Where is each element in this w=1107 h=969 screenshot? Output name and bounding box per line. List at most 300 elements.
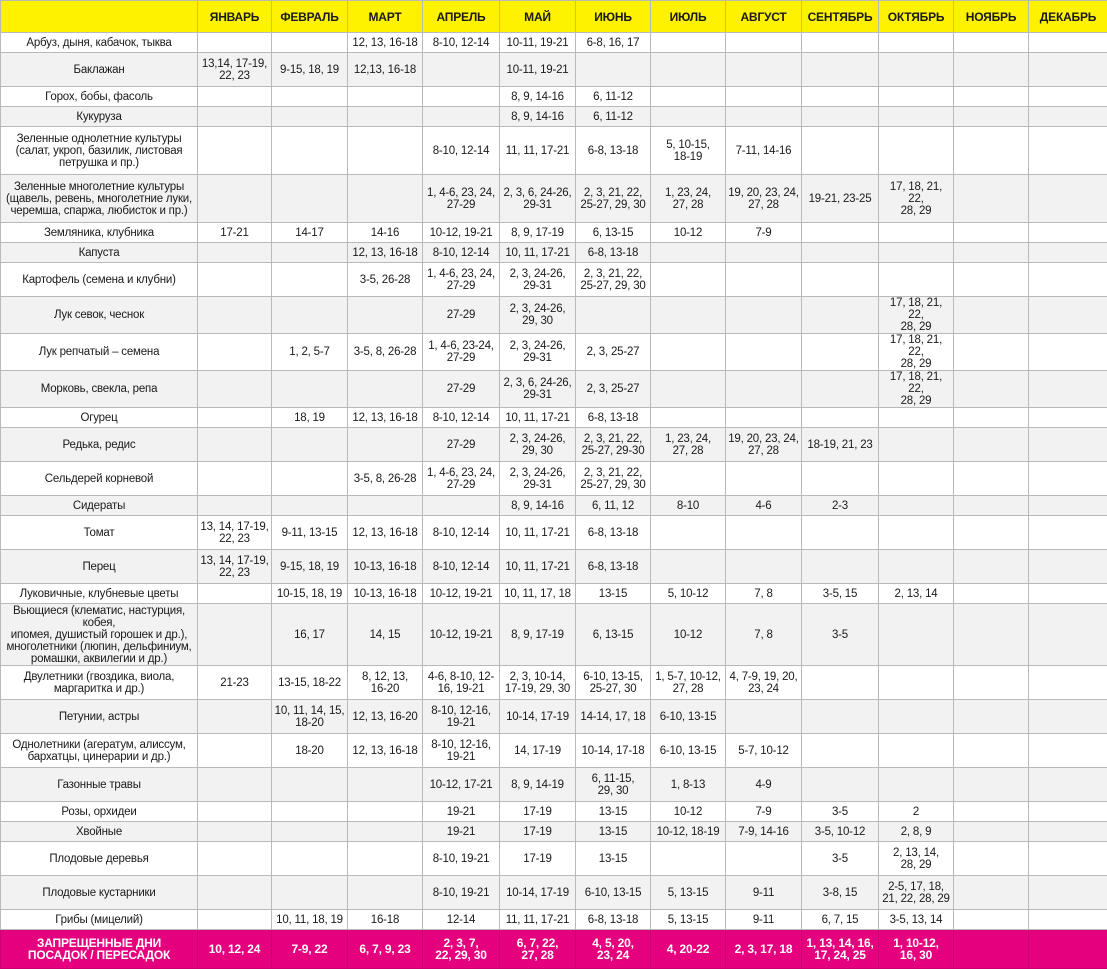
month-header: ДЕКАБРЬ — [1029, 1, 1107, 33]
day-cell — [879, 462, 954, 496]
crop-name: Огурец — [1, 408, 198, 428]
day-cell: 3-5 — [802, 802, 879, 822]
day-cell: 4-9 — [726, 768, 802, 802]
table-row — [1, 107, 1107, 127]
forbidden-day-cell — [954, 930, 1029, 969]
day-cell — [198, 408, 272, 428]
day-cell — [954, 334, 1029, 371]
day-cell: 6, 11-12 — [576, 87, 651, 107]
day-cell — [272, 822, 348, 842]
day-cell — [879, 87, 954, 107]
day-cell: 3-5, 26-28 — [348, 263, 423, 297]
day-cell — [198, 87, 272, 107]
day-cell: 4, 7-9, 19, 20, 23, 24 — [726, 666, 802, 700]
day-cell — [1029, 550, 1107, 584]
day-cell: 8-10 — [651, 496, 726, 516]
day-cell — [954, 243, 1029, 263]
day-cell: 7-9, 14-16 — [726, 822, 802, 842]
day-cell: 17, 18, 21, 22, 28, 29 — [879, 175, 954, 223]
day-cell: 6, 7, 15 — [802, 910, 879, 930]
day-cell: 10, 11, 17, 18 — [500, 584, 576, 604]
crop-name: Вьющиеся (клематис, настурция, кобея, ипомея, душистый горошек и др.), многолетники (люпин, дельфиниум, ромашки, аквилегии и др.) — [1, 604, 198, 666]
day-cell — [423, 53, 500, 87]
day-cell: 3-5 — [802, 604, 879, 666]
day-cell: 19-21, 23-25 — [802, 175, 879, 223]
day-cell: 8-10, 19-21 — [423, 876, 500, 910]
day-cell — [651, 842, 726, 876]
day-cell: 19, 20, 23, 24, 27, 28 — [726, 428, 802, 462]
day-cell: 10-12, 19-21 — [423, 604, 500, 666]
day-cell: 10-12 — [651, 223, 726, 243]
day-cell: 10, 11, 17-21 — [500, 408, 576, 428]
day-cell: 4-6 — [726, 496, 802, 516]
header-corner — [1, 1, 198, 33]
day-cell — [576, 53, 651, 87]
day-cell — [954, 87, 1029, 107]
crop-name: Газонные травы — [1, 768, 198, 802]
day-cell — [954, 584, 1029, 604]
day-cell: 14-16 — [348, 223, 423, 243]
day-cell — [198, 107, 272, 127]
day-cell — [954, 408, 1029, 428]
table-row — [1, 371, 1107, 408]
day-cell: 10, 11, 14, 15, 18-20 — [272, 700, 348, 734]
crop-name: Сельдерей корневой — [1, 462, 198, 496]
day-cell — [576, 297, 651, 334]
day-cell: 2, 3, 25-27 — [576, 334, 651, 371]
crop-name: Перец — [1, 550, 198, 584]
month-header: АПРЕЛЬ — [423, 1, 500, 33]
table-row — [1, 876, 1107, 910]
day-cell — [879, 263, 954, 297]
day-cell — [1029, 910, 1107, 930]
day-cell — [1029, 127, 1107, 175]
day-cell: 10, 11, 18, 19 — [272, 910, 348, 930]
month-header: АВГУСТ — [726, 1, 802, 33]
table-row — [1, 53, 1107, 87]
day-cell: 2, 3, 6, 24-26, 29-31 — [500, 175, 576, 223]
day-cell: 12, 13, 16-18 — [348, 516, 423, 550]
table-row — [1, 175, 1107, 223]
day-cell: 17, 18, 21, 22, 28, 29 — [879, 334, 954, 371]
day-cell: 5, 10-12 — [651, 584, 726, 604]
day-cell: 8-10, 12-14 — [423, 243, 500, 263]
day-cell: 10-13, 16-18 — [348, 584, 423, 604]
day-cell: 6-8, 13-18 — [576, 127, 651, 175]
day-cell — [954, 428, 1029, 462]
crop-name: Луковичные, клубневые цветы — [1, 584, 198, 604]
day-cell — [198, 334, 272, 371]
crop-name: Кукуруза — [1, 107, 198, 127]
day-cell: 6-10, 13-15 — [651, 734, 726, 768]
forbidden-day-cell: 2, 3, 7, 22, 29, 30 — [423, 930, 500, 969]
day-cell: 7, 8 — [726, 604, 802, 666]
day-cell — [879, 604, 954, 666]
day-cell — [879, 516, 954, 550]
day-cell — [198, 33, 272, 53]
crop-name: Петунии, астры — [1, 700, 198, 734]
day-cell: 2, 8, 9 — [879, 822, 954, 842]
day-cell: 10-15, 18, 19 — [272, 584, 348, 604]
table-row — [1, 842, 1107, 876]
day-cell — [802, 700, 879, 734]
day-cell: 7-9 — [726, 223, 802, 243]
forbidden-day-cell: 4, 20-22 — [651, 930, 726, 969]
table-row — [1, 127, 1107, 175]
day-cell — [1029, 734, 1107, 768]
day-cell — [802, 371, 879, 408]
day-cell — [651, 462, 726, 496]
day-cell — [879, 127, 954, 175]
day-cell: 10-12, 17-21 — [423, 768, 500, 802]
day-cell — [1029, 700, 1107, 734]
day-cell — [802, 127, 879, 175]
day-cell: 2, 13, 14 — [879, 584, 954, 604]
day-cell — [802, 243, 879, 263]
table-body — [1, 33, 1107, 930]
day-cell: 12,13, 16-18 — [348, 53, 423, 87]
day-cell — [651, 408, 726, 428]
day-cell — [726, 87, 802, 107]
month-header: ЯНВАРЬ — [198, 1, 272, 33]
forbidden-day-cell — [1029, 930, 1107, 969]
day-cell — [272, 876, 348, 910]
day-cell: 11, 11, 17-21 — [500, 127, 576, 175]
day-cell: 19-21 — [423, 822, 500, 842]
day-cell: 13, 14, 17-19, 22, 23 — [198, 550, 272, 584]
day-cell — [651, 107, 726, 127]
day-cell: 5, 13-15 — [651, 910, 726, 930]
day-cell — [802, 53, 879, 87]
day-cell: 17-19 — [500, 802, 576, 822]
day-cell — [272, 462, 348, 496]
table-row — [1, 297, 1107, 334]
day-cell: 12, 13, 16-18 — [348, 408, 423, 428]
day-cell — [198, 700, 272, 734]
day-cell — [198, 175, 272, 223]
crop-name: Горох, бобы, фасоль — [1, 87, 198, 107]
day-cell — [954, 127, 1029, 175]
day-cell — [272, 107, 348, 127]
day-cell: 6-10, 13-15 — [651, 700, 726, 734]
day-cell: 3-5 — [802, 842, 879, 876]
day-cell — [348, 876, 423, 910]
day-cell: 12, 13, 16-18 — [348, 734, 423, 768]
day-cell: 2, 3, 24-26, 29-31 — [500, 263, 576, 297]
day-cell — [1029, 33, 1107, 53]
day-cell: 18-19, 21, 23 — [802, 428, 879, 462]
day-cell: 8, 9, 14-19 — [500, 768, 576, 802]
day-cell — [802, 33, 879, 53]
forbidden-day-cell: 6, 7, 9, 23 — [348, 930, 423, 969]
day-cell: 3-5, 8, 26-28 — [348, 462, 423, 496]
day-cell — [272, 263, 348, 297]
forbidden-day-cell: 10, 12, 24 — [198, 930, 272, 969]
day-cell — [272, 371, 348, 408]
day-cell: 10, 11, 17-21 — [500, 243, 576, 263]
day-cell — [726, 33, 802, 53]
day-cell — [954, 107, 1029, 127]
day-cell: 2-3 — [802, 496, 879, 516]
day-cell — [198, 910, 272, 930]
day-cell: 9-15, 18, 19 — [272, 53, 348, 87]
day-cell: 4-6, 8-10, 12- 16, 19-21 — [423, 666, 500, 700]
day-cell: 10-13, 16-18 — [348, 550, 423, 584]
day-cell: 10-11, 19-21 — [500, 53, 576, 87]
month-header: ФЕВРАЛЬ — [272, 1, 348, 33]
day-cell — [348, 297, 423, 334]
day-cell — [802, 734, 879, 768]
day-cell — [198, 496, 272, 516]
day-cell — [726, 462, 802, 496]
table-row — [1, 33, 1107, 53]
day-cell: 6-8, 13-18 — [576, 910, 651, 930]
day-cell — [954, 842, 1029, 876]
day-cell — [726, 550, 802, 584]
day-cell: 10-12, 18-19 — [651, 822, 726, 842]
day-cell — [954, 802, 1029, 822]
day-cell: 6-8, 16, 17 — [576, 33, 651, 53]
day-cell — [423, 107, 500, 127]
table-row — [1, 496, 1107, 516]
table-row — [1, 768, 1107, 802]
day-cell: 8-10, 19-21 — [423, 842, 500, 876]
day-cell — [802, 334, 879, 371]
day-cell — [879, 33, 954, 53]
day-cell: 2, 3, 6, 24-26, 29-31 — [500, 371, 576, 408]
day-cell: 27-29 — [423, 371, 500, 408]
forbidden-day-cell: 1, 13, 14, 16, 17, 24, 25 — [802, 930, 879, 969]
day-cell: 8, 9, 14-16 — [500, 496, 576, 516]
day-cell — [1029, 297, 1107, 334]
day-cell: 13-15, 18-22 — [272, 666, 348, 700]
day-cell — [1029, 263, 1107, 297]
day-cell — [198, 127, 272, 175]
day-cell — [726, 516, 802, 550]
header-row — [1, 1, 1107, 33]
day-cell — [651, 53, 726, 87]
day-cell — [879, 428, 954, 462]
day-cell — [879, 53, 954, 87]
day-cell: 3-5, 8, 26-28 — [348, 334, 423, 371]
day-cell — [272, 87, 348, 107]
day-cell — [1029, 371, 1107, 408]
day-cell: 1, 5-7, 10-12, 27, 28 — [651, 666, 726, 700]
day-cell — [272, 175, 348, 223]
day-cell: 1, 4-6, 23, 24, 27-29 — [423, 263, 500, 297]
day-cell — [1029, 516, 1107, 550]
day-cell: 6, 13-15 — [576, 604, 651, 666]
day-cell: 9-11 — [726, 910, 802, 930]
day-cell — [879, 700, 954, 734]
day-cell: 8-10, 12-14 — [423, 33, 500, 53]
day-cell — [272, 802, 348, 822]
day-cell — [954, 768, 1029, 802]
day-cell: 14, 15 — [348, 604, 423, 666]
day-cell — [954, 876, 1029, 910]
day-cell — [954, 371, 1029, 408]
day-cell — [1029, 175, 1107, 223]
day-cell: 10-11, 19-21 — [500, 33, 576, 53]
table-row — [1, 734, 1107, 768]
table-row — [1, 462, 1107, 496]
day-cell: 6, 13-15 — [576, 223, 651, 243]
day-cell — [651, 87, 726, 107]
day-cell: 6, 11-15, 29, 30 — [576, 768, 651, 802]
day-cell — [879, 408, 954, 428]
day-cell — [954, 822, 1029, 842]
day-cell: 14-14, 17, 18 — [576, 700, 651, 734]
day-cell — [879, 243, 954, 263]
day-cell — [802, 408, 879, 428]
day-cell — [1029, 842, 1107, 876]
forbidden-day-cell: 4, 5, 20, 23, 24 — [576, 930, 651, 969]
day-cell: 19, 20, 23, 24, 27, 28 — [726, 175, 802, 223]
day-cell — [802, 550, 879, 584]
day-cell — [1029, 768, 1107, 802]
crop-name: Томат — [1, 516, 198, 550]
day-cell: 8-10, 12-16, 19-21 — [423, 734, 500, 768]
day-cell: 1, 4-6, 23, 24, 27-29 — [423, 175, 500, 223]
day-cell — [198, 462, 272, 496]
day-cell: 21-23 — [198, 666, 272, 700]
day-cell — [272, 842, 348, 876]
day-cell — [726, 700, 802, 734]
crop-name: Плодовые кустарники — [1, 876, 198, 910]
day-cell — [802, 223, 879, 243]
day-cell: 1, 8-13 — [651, 768, 726, 802]
day-cell: 2, 3, 24-26, 29-31 — [500, 334, 576, 371]
day-cell — [954, 666, 1029, 700]
day-cell — [198, 428, 272, 462]
day-cell — [954, 700, 1029, 734]
day-cell — [651, 550, 726, 584]
day-cell: 27-29 — [423, 428, 500, 462]
day-cell — [651, 371, 726, 408]
day-cell — [198, 876, 272, 910]
day-cell — [651, 297, 726, 334]
day-cell: 16, 17 — [272, 604, 348, 666]
day-cell: 2, 3, 21, 22, 25-27, 29, 30 — [576, 462, 651, 496]
day-cell: 18-20 — [272, 734, 348, 768]
table-row — [1, 666, 1107, 700]
day-cell — [348, 842, 423, 876]
table-row — [1, 428, 1107, 462]
crop-name: Сидераты — [1, 496, 198, 516]
crop-name: Однолетники (агератум, алиссум, бархатцы, цинерарии и др.) — [1, 734, 198, 768]
day-cell: 1, 4-6, 23-24, 27-29 — [423, 334, 500, 371]
day-cell — [726, 243, 802, 263]
day-cell — [954, 33, 1029, 53]
crop-name: Зеленные многолетние культуры (щавель, ревень, многолетние луки, черемша, спаржа, любисток и пр.) — [1, 175, 198, 223]
day-cell: 16-18 — [348, 910, 423, 930]
table-row — [1, 584, 1107, 604]
crop-name: Хвойные — [1, 822, 198, 842]
table-row — [1, 87, 1107, 107]
day-cell — [802, 107, 879, 127]
day-cell — [879, 734, 954, 768]
day-cell — [1029, 802, 1107, 822]
day-cell — [1029, 584, 1107, 604]
day-cell: 2, 3, 21, 22, 25-27, 29, 30 — [576, 263, 651, 297]
day-cell: 10-12, 19-21 — [423, 223, 500, 243]
day-cell — [1029, 334, 1107, 371]
day-cell — [879, 666, 954, 700]
day-cell: 1, 23, 24, 27, 28 — [651, 175, 726, 223]
day-cell: 3-5, 13, 14 — [879, 910, 954, 930]
day-cell: 14, 17-19 — [500, 734, 576, 768]
day-cell — [651, 334, 726, 371]
crop-name: Морковь, свекла, репа — [1, 371, 198, 408]
table-row — [1, 700, 1107, 734]
day-cell: 7-11, 14-16 — [726, 127, 802, 175]
month-header: СЕНТЯБРЬ — [802, 1, 879, 33]
day-cell — [726, 334, 802, 371]
day-cell: 2, 3, 21, 22, 25-27, 29, 30 — [576, 175, 651, 223]
day-cell: 12, 13, 16-18 — [348, 33, 423, 53]
day-cell — [198, 734, 272, 768]
table-row — [1, 263, 1107, 297]
day-cell: 8-10, 12-16, 19-21 — [423, 700, 500, 734]
day-cell: 12-14 — [423, 910, 500, 930]
day-cell: 7, 8 — [726, 584, 802, 604]
day-cell: 2, 3, 25-27 — [576, 371, 651, 408]
day-cell: 13-15 — [576, 584, 651, 604]
day-cell: 27-29 — [423, 297, 500, 334]
day-cell — [879, 107, 954, 127]
day-cell: 6-8, 13-18 — [576, 243, 651, 263]
month-header: МАРТ — [348, 1, 423, 33]
day-cell — [1029, 876, 1107, 910]
day-cell — [348, 496, 423, 516]
month-header: МАЙ — [500, 1, 576, 33]
forbidden-day-cell: 2, 3, 17, 18 — [726, 930, 802, 969]
day-cell — [272, 127, 348, 175]
day-cell — [1029, 53, 1107, 87]
day-cell — [198, 263, 272, 297]
day-cell — [423, 87, 500, 107]
day-cell: 17-19 — [500, 842, 576, 876]
day-cell — [802, 768, 879, 802]
day-cell: 13-15 — [576, 842, 651, 876]
day-cell — [651, 516, 726, 550]
day-cell — [726, 297, 802, 334]
day-cell: 6, 11-12 — [576, 107, 651, 127]
table-row — [1, 334, 1107, 371]
day-cell: 10-14, 17-18 — [576, 734, 651, 768]
day-cell — [954, 734, 1029, 768]
day-cell — [954, 53, 1029, 87]
forbidden-days-label: ЗАПРЕЩЕННЫЕ ДНИ ПОСАДОК / ПЕРЕСАДОК — [1, 930, 198, 969]
day-cell — [802, 87, 879, 107]
day-cell — [1029, 408, 1107, 428]
day-cell — [802, 263, 879, 297]
day-cell — [423, 496, 500, 516]
day-cell: 9-11 — [726, 876, 802, 910]
day-cell: 9-11, 13-15 — [272, 516, 348, 550]
day-cell — [272, 243, 348, 263]
day-cell: 6-8, 13-18 — [576, 516, 651, 550]
day-cell — [272, 428, 348, 462]
day-cell: 7-9 — [726, 802, 802, 822]
table-row — [1, 243, 1107, 263]
table-row — [1, 223, 1107, 243]
day-cell: 3-5, 15 — [802, 584, 879, 604]
day-cell — [272, 33, 348, 53]
day-cell: 10, 11, 17-21 — [500, 516, 576, 550]
day-cell: 13,14, 17-19, 22, 23 — [198, 53, 272, 87]
day-cell — [348, 175, 423, 223]
